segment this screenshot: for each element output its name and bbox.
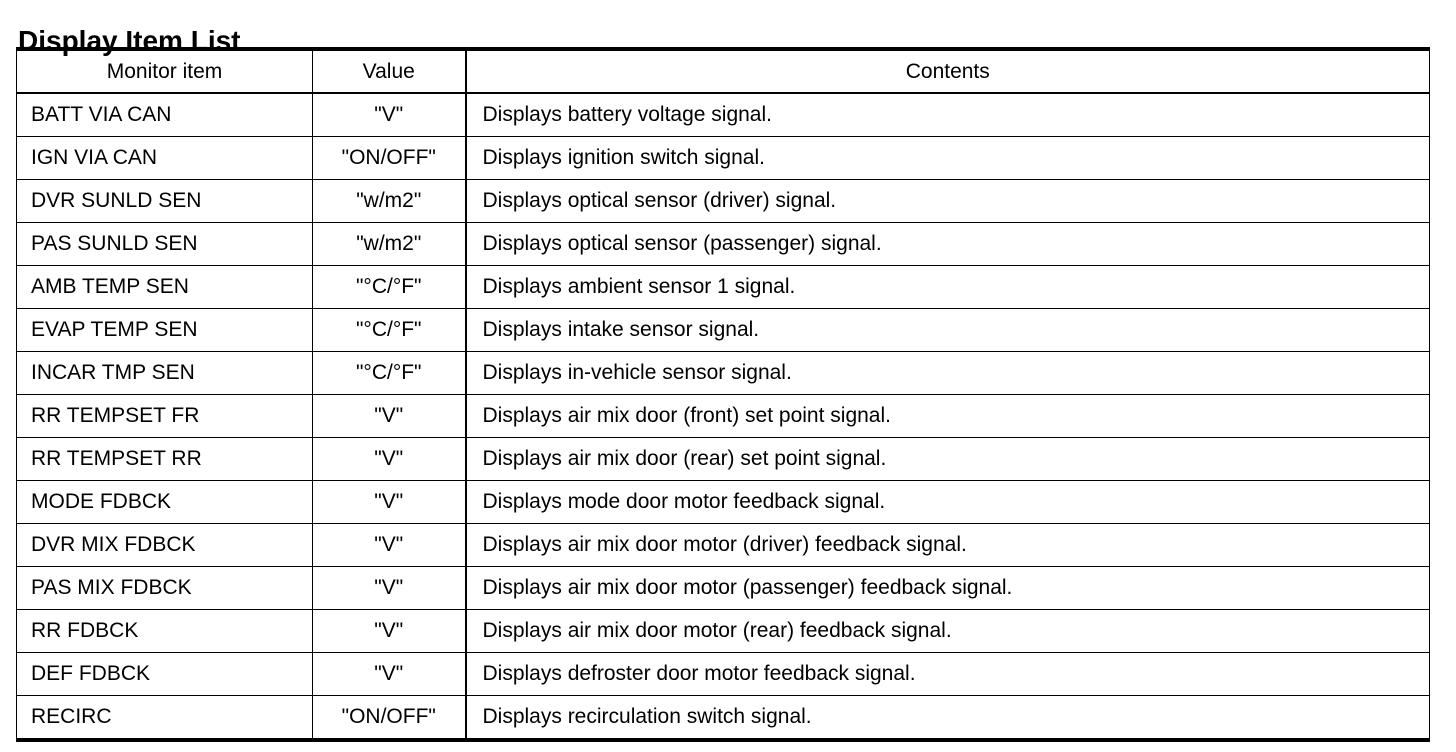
cell-value: "V" [313,395,466,438]
cell-value: "V" [313,481,466,524]
cell-monitor-item: RR TEMPSET FR [17,395,313,438]
cell-contents: Displays intake sensor signal. [466,309,1430,352]
cell-monitor-item: AMB TEMP SEN [17,266,313,309]
header-contents: Contents [466,49,1430,93]
page-title: Display Item List [18,24,241,56]
cell-contents: Displays ignition switch signal. [466,137,1430,180]
cell-contents: Displays recirculation switch signal. [466,696,1430,741]
cell-value: "w/m2" [313,223,466,266]
cell-contents: Displays ambient sensor 1 signal. [466,266,1430,309]
cell-contents: Displays defroster door motor feedback signal. [466,653,1430,696]
cell-contents: Displays air mix door motor (driver) feedback signal. [466,524,1430,567]
cell-value: "V" [313,567,466,610]
table-row [17,223,1430,266]
display-item-table [16,47,1430,742]
cell-monitor-item: IGN VIA CAN [17,137,313,180]
cell-value: "V" [313,610,466,653]
cell-contents: Displays optical sensor (driver) signal. [466,180,1430,223]
cell-value: "°C/°F" [313,352,466,395]
cell-monitor-item: DEF FDBCK [17,653,313,696]
cell-value: "w/m2" [313,180,466,223]
table-row [17,395,1430,438]
cell-value: "V" [313,438,466,481]
table-row [17,180,1430,223]
table-row [17,524,1430,567]
cell-contents: Displays in-vehicle sensor signal. [466,352,1430,395]
cell-value: "V" [313,93,466,137]
cell-contents: Displays mode door motor feedback signal. [466,481,1430,524]
cell-contents: Displays optical sensor (passenger) signal. [466,223,1430,266]
table-row [17,266,1430,309]
table-row [17,567,1430,610]
cell-value: "V" [313,653,466,696]
table-row [17,696,1430,741]
table-row [17,653,1430,696]
table-row [17,481,1430,524]
cell-value: "ON/OFF" [313,137,466,180]
cell-contents: Displays air mix door (front) set point signal. [466,395,1430,438]
cell-monitor-item: DVR SUNLD SEN [17,180,313,223]
table-row [17,438,1430,481]
cell-monitor-item: MODE FDBCK [17,481,313,524]
cell-value: "°C/°F" [313,309,466,352]
cell-contents: Displays air mix door motor (rear) feedback signal. [466,610,1430,653]
cell-value: "ON/OFF" [313,696,466,741]
header-monitor-item: Monitor item [17,49,313,93]
cell-monitor-item: RECIRC [17,696,313,741]
table-header-row [17,49,1430,93]
cell-monitor-item: PAS SUNLD SEN [17,223,313,266]
cell-monitor-item: EVAP TEMP SEN [17,309,313,352]
cell-contents: Displays air mix door motor (passenger) feedback signal. [466,567,1430,610]
table-row [17,309,1430,352]
cell-monitor-item: BATT VIA CAN [17,93,313,137]
cell-value: "V" [313,524,466,567]
cell-monitor-item: RR TEMPSET RR [17,438,313,481]
cell-monitor-item: INCAR TMP SEN [17,352,313,395]
cell-monitor-item: DVR MIX FDBCK [17,524,313,567]
table-row [17,610,1430,653]
cell-contents: Displays air mix door (rear) set point signal. [466,438,1430,481]
table-row [17,137,1430,180]
cell-contents: Displays battery voltage signal. [466,93,1430,137]
table-row [17,93,1430,137]
table-body [17,93,1430,740]
table-row [17,352,1430,395]
cell-monitor-item: PAS MIX FDBCK [17,567,313,610]
header-value: Value [313,49,466,93]
cell-monitor-item: RR FDBCK [17,610,313,653]
cell-value: "°C/°F" [313,266,466,309]
